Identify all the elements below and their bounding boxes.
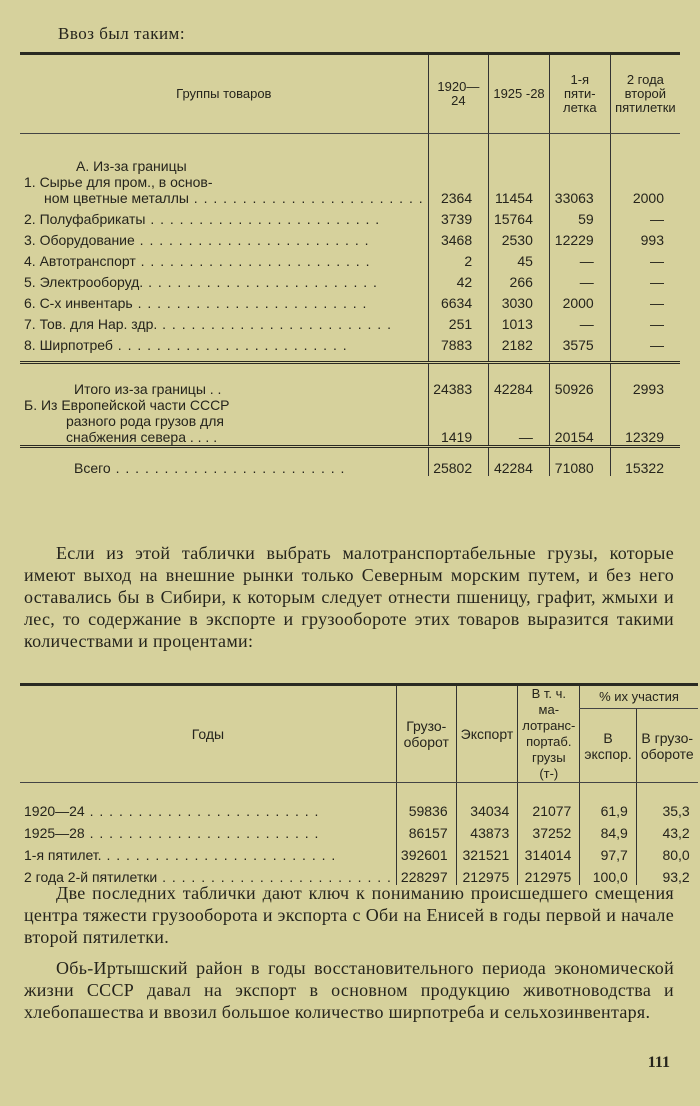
row-label: 1925—28 . . . xyxy=(24,825,392,841)
row-label: 4. Автотранспорт . . . xyxy=(24,253,424,269)
cell: 1013 xyxy=(489,311,550,332)
cell: 86157 xyxy=(396,819,456,841)
cell: 1419 xyxy=(428,429,489,447)
cell: 3575 xyxy=(549,332,610,353)
header-in-export: В экспор. xyxy=(580,709,636,783)
row-label: 2. Полуфабрикаты . . . xyxy=(24,211,424,227)
cell: 59 xyxy=(549,206,610,227)
cell: 2364 xyxy=(428,190,489,206)
cell: 37252 xyxy=(518,819,580,841)
row-label: 1920—24 . . . xyxy=(24,803,392,819)
cell: — xyxy=(610,290,680,311)
cell: 314014 xyxy=(518,841,580,863)
row-label: ном цветные металлы . . . xyxy=(44,190,424,206)
cell: 2182 xyxy=(489,332,550,353)
share-table xyxy=(20,683,698,885)
header-share: % их участия xyxy=(580,685,698,709)
table-row xyxy=(20,819,698,841)
cell: — xyxy=(610,248,680,269)
cell: 12329 xyxy=(610,429,680,447)
cell: 84,9 xyxy=(580,819,636,841)
cell: 100,0 xyxy=(580,863,636,885)
header-first-plan: 1-я пяти-летка xyxy=(549,54,610,134)
header-export: Экспорт xyxy=(456,685,518,783)
cell: 3468 xyxy=(428,227,489,248)
cell: 2 xyxy=(428,248,489,269)
cell: 321521 xyxy=(456,841,518,863)
table-row xyxy=(20,397,680,413)
cell: 228297 xyxy=(396,863,456,885)
cell: 2530 xyxy=(489,227,550,248)
table-row xyxy=(20,190,680,206)
header-second-plan: 2 года второй пятилетки xyxy=(610,54,680,134)
cell: 212975 xyxy=(456,863,518,885)
cell: 20154 xyxy=(549,429,610,447)
cell: 97,7 xyxy=(580,841,636,863)
cell: — xyxy=(549,311,610,332)
table-row xyxy=(20,841,698,863)
cell: 34034 xyxy=(456,797,518,819)
cell: 42 xyxy=(428,269,489,290)
section-b-row xyxy=(20,429,680,447)
table-header-row xyxy=(20,54,680,134)
cell: 61,9 xyxy=(580,797,636,819)
cell: 43,2 xyxy=(636,819,697,841)
imports-table xyxy=(20,52,680,476)
cell: 12229 xyxy=(549,227,610,248)
cell: 212975 xyxy=(518,863,580,885)
cell: 59836 xyxy=(396,797,456,819)
cell: 266 xyxy=(489,269,550,290)
cell: 11454 xyxy=(489,190,550,206)
cell: 71080 xyxy=(549,446,610,476)
cell: 33063 xyxy=(549,190,610,206)
row-label: 1. Сырье для пром., в основ- xyxy=(24,173,213,190)
cell: — xyxy=(489,429,550,447)
cell: 2000 xyxy=(549,290,610,311)
row-label: 8. Ширпотреб . . . xyxy=(24,337,424,353)
row-label: Итого из-за границы . . xyxy=(74,380,222,397)
cell: 93,2 xyxy=(636,863,697,885)
cell: 45 xyxy=(489,248,550,269)
cell: 42284 xyxy=(489,446,550,476)
cell: — xyxy=(610,269,680,290)
cell: 3030 xyxy=(489,290,550,311)
table-row xyxy=(20,332,680,353)
paragraph-1: Если из этой таблички выбрать малотранспортабельные грузы, которые имеют выход на внешние рынки только Северным морским путем, и без него оставались бы в Сибири, к которым следует отнести пшеницу, графит, жмыхи и лес, то содержание в экспорте и грузообороте этих товаров выразится такими количествами и процентами: xyxy=(24,543,674,651)
paragraph-2: Две последних таблички дают ключ к пониманию происшедшего смещения центра тяжести грузооборота и экспорта с Оби на Енисей в годы первой и начале второй пятилетки. xyxy=(24,883,674,947)
cell: 42284 xyxy=(489,363,550,397)
cell: 80,0 xyxy=(636,841,697,863)
table-row xyxy=(20,227,680,248)
header-1925-28: 1925 -28 xyxy=(489,54,550,134)
row-label: 3. Оборудование . . . xyxy=(24,232,424,248)
table-row xyxy=(20,413,680,429)
cell: 21077 xyxy=(518,797,580,819)
intro-text: Ввоз был таким: xyxy=(58,24,186,43)
cell: 251 xyxy=(428,311,489,332)
header-1920-24: 1920—24 xyxy=(428,54,489,134)
cell: — xyxy=(610,206,680,227)
table-row xyxy=(20,206,680,227)
header-groups: Группы товаров xyxy=(20,54,428,134)
row-label: 7. Тов. для Нар. здр. . . . xyxy=(24,316,424,332)
row-label: 6. С-х инвентарь . . . xyxy=(24,295,424,311)
cell: 24383 xyxy=(428,363,489,397)
cell: 6634 xyxy=(428,290,489,311)
cell: 392601 xyxy=(396,841,456,863)
cell: 15322 xyxy=(610,446,680,476)
cell: 2993 xyxy=(610,363,680,397)
header-years: Годы xyxy=(20,685,396,783)
table-row xyxy=(20,797,698,819)
table-row xyxy=(20,269,680,290)
row-label: Б. Из Европейской части СССР xyxy=(24,396,230,413)
row-label: Всего . . . xyxy=(74,460,424,476)
cell: 3739 xyxy=(428,206,489,227)
table-row xyxy=(20,290,680,311)
table-row xyxy=(20,353,680,363)
cell: 2000 xyxy=(610,190,680,206)
row-label: 1-я пятилет. . . . xyxy=(24,847,392,863)
header-turnover: Грузо-оборот xyxy=(396,685,456,783)
row-label: снабжения севера . . . . xyxy=(66,428,218,445)
row-label: разного рода грузов для xyxy=(66,412,224,429)
cell: — xyxy=(549,269,610,290)
cell: — xyxy=(549,248,610,269)
cell: 7883 xyxy=(428,332,489,353)
paragraph-3: Обь-Иртышский район в годы восстановительного периода экономической жизни СССР давал на экспорт в основном продукцию животноводства и хлебопашества и ввозил большое количество ширпотреба и сельхозинвентаря. xyxy=(24,958,674,1022)
cell: 25802 xyxy=(428,446,489,476)
cell: — xyxy=(610,332,680,353)
header-low-transport: В т. ч. ма-лотранс-портаб. грузы (т-) xyxy=(518,685,580,783)
cell: 35,3 xyxy=(636,797,697,819)
section-a-label: А. Из-за границы xyxy=(76,157,187,174)
cell: 15764 xyxy=(489,206,550,227)
cell: 50926 xyxy=(549,363,610,397)
cell: 43873 xyxy=(456,819,518,841)
page-number: 111 xyxy=(647,1054,670,1071)
cell: — xyxy=(610,311,680,332)
total-row xyxy=(20,446,680,476)
row-label: 5. Электрооборуд. . . . xyxy=(24,274,424,290)
subtotal-row xyxy=(20,363,680,397)
table-row xyxy=(20,248,680,269)
row-label: 2 года 2-й пятилетки . . . xyxy=(24,869,392,885)
cell: 993 xyxy=(610,227,680,248)
table-row xyxy=(20,311,680,332)
header-in-turnover: В грузо-обороте xyxy=(636,709,697,783)
